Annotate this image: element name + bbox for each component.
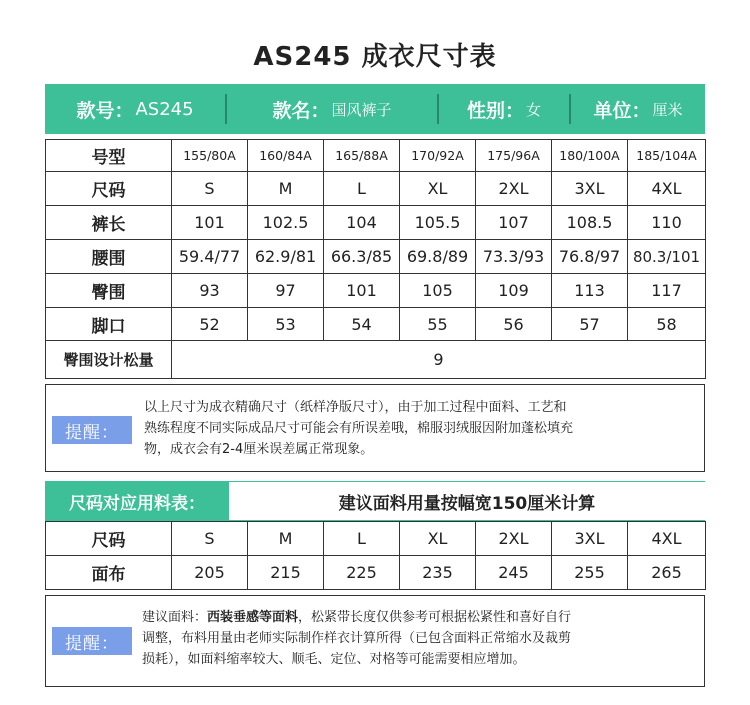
table-cell: 155/80A <box>172 140 248 172</box>
table-cell: 109 <box>476 274 552 308</box>
row-label-fabric: 面布 <box>46 556 172 590</box>
style-number-label: 款号： <box>76 99 134 122</box>
recommended-fabric: 西装垂感等面料 <box>207 610 299 625</box>
style-name-value: 国风裤子 <box>331 100 392 119</box>
table-cell: 102.5 <box>248 206 324 240</box>
table-row <box>46 522 706 556</box>
table-cell: 108.5 <box>552 206 628 240</box>
reminder-tag: 提醒： <box>52 416 132 444</box>
table-row <box>46 308 706 341</box>
reminder-line: 物，成衣会有2-4厘米误差属正常现象。 <box>144 442 374 457</box>
table-row <box>46 172 706 206</box>
material-note: 建议面料用量按幅宽150厘米计算 <box>229 481 705 521</box>
table-cell: 62.9/81 <box>248 240 324 274</box>
table-cell: M <box>248 172 324 206</box>
table-row <box>46 341 706 379</box>
table-cell: 170/92A <box>400 140 476 172</box>
row-label-size: 尺码 <box>46 522 172 556</box>
table-cell: 101 <box>324 274 400 308</box>
table-cell: 52 <box>172 308 248 341</box>
table-row <box>46 206 706 240</box>
row-label-hip-ease: 臀围设计松量 <box>46 341 172 379</box>
table-cell: 265 <box>628 556 706 590</box>
unit-label: 单位： <box>593 99 651 122</box>
table-cell: 3XL <box>552 522 628 556</box>
table-cell: M <box>248 522 324 556</box>
table-cell: 117 <box>628 274 706 308</box>
table-cell: 3XL <box>552 172 628 206</box>
table-cell: 55 <box>400 308 476 341</box>
table-cell: 54 <box>324 308 400 341</box>
table-row <box>46 140 706 172</box>
table-cell: 69.8/89 <box>400 240 476 274</box>
table-cell: 59.4/77 <box>172 240 248 274</box>
table-cell: S <box>172 172 248 206</box>
table-cell: 113 <box>552 274 628 308</box>
table-cell: 245 <box>476 556 552 590</box>
table-cell: 97 <box>248 274 324 308</box>
table-cell: 160/84A <box>248 140 324 172</box>
gender-value: 女 <box>526 100 542 119</box>
size-table <box>45 139 706 379</box>
reminder-text <box>142 607 700 670</box>
table-cell: 175/96A <box>476 140 552 172</box>
table-cell: 56 <box>476 308 552 341</box>
table-cell: 180/100A <box>552 140 628 172</box>
style-number-value: AS245 <box>135 98 194 120</box>
table-cell: S <box>172 522 248 556</box>
table-cell: 185/104A <box>628 140 706 172</box>
spec-header-bar <box>45 84 705 134</box>
reminder-suffix: ，松紧带长度仅供参考可根据松紧性和喜好自行 <box>298 610 572 625</box>
table-cell: 2XL <box>476 172 552 206</box>
table-cell: 104 <box>324 206 400 240</box>
page-title: AS245 成衣尺寸表 <box>253 42 497 72</box>
table-cell: 105 <box>400 274 476 308</box>
table-cell: L <box>324 522 400 556</box>
reminder-line: 以上尺寸为成衣精确尺寸（纸样净版尺寸），由于加工过程中面料、工艺和 <box>144 400 567 415</box>
table-cell: XL <box>400 522 476 556</box>
header-divider <box>437 94 439 124</box>
table-cell: 110 <box>628 206 706 240</box>
table-cell: 53 <box>248 308 324 341</box>
table-cell: 93 <box>172 274 248 308</box>
table-cell: 215 <box>248 556 324 590</box>
style-number <box>45 84 225 134</box>
table-row <box>46 556 706 590</box>
header-divider <box>569 94 571 124</box>
table-cell: 66.3/85 <box>324 240 400 274</box>
unit-value: 厘米 <box>652 100 683 119</box>
table-cell: 4XL <box>628 172 706 206</box>
table-row <box>46 240 706 274</box>
table-cell: 165/88A <box>324 140 400 172</box>
material-table-label: 尺码对应用料表： <box>45 481 229 521</box>
reminder-box-material <box>45 595 705 687</box>
table-cell: L <box>324 172 400 206</box>
reminder-prefix: 建议面料： <box>142 610 208 625</box>
table-cell: 107 <box>476 206 552 240</box>
style-name-label: 款名： <box>272 99 330 122</box>
row-label-waist: 腰围 <box>46 240 172 274</box>
row-label-hip: 臀围 <box>46 274 172 308</box>
reminder-tag: 提醒： <box>52 627 132 655</box>
table-cell: 205 <box>172 556 248 590</box>
reminder-line: 调整，布料用量由老师实际制作样衣计算所得（已包含面料正常缩水及裁剪 <box>142 631 572 646</box>
gender-label: 性别： <box>466 99 524 122</box>
table-cell: 73.3/93 <box>476 240 552 274</box>
row-label-pants-length: 裤长 <box>46 206 172 240</box>
row-label-size-type: 号型 <box>46 140 172 172</box>
unit <box>571 84 705 134</box>
table-cell: 225 <box>324 556 400 590</box>
table-cell: 105.5 <box>400 206 476 240</box>
table-cell: 76.8/97 <box>552 240 628 274</box>
row-label-leg-opening: 脚口 <box>46 308 172 341</box>
table-cell: XL <box>400 172 476 206</box>
reminder-line: 熟练程度不同实际成品尺寸可能会有所误差哦，棉服羽绒服因附加蓬松填充 <box>144 421 574 436</box>
table-cell: 255 <box>552 556 628 590</box>
table-cell: 2XL <box>476 522 552 556</box>
material-table <box>45 521 706 590</box>
reminder-box-size <box>45 384 705 472</box>
style-name <box>227 84 437 134</box>
table-row <box>46 274 706 308</box>
hip-ease-value: 9 <box>172 341 706 379</box>
table-cell: 235 <box>400 556 476 590</box>
gender <box>439 84 569 134</box>
header-divider <box>225 94 227 124</box>
reminder-line <box>142 607 700 628</box>
reminder-text <box>144 397 700 460</box>
table-cell: 80.3/101 <box>628 240 706 274</box>
table-cell: 101 <box>172 206 248 240</box>
reminder-line: 损耗），如面料缩率较大、顺毛、定位、对格等可能需要相应增加。 <box>142 652 526 667</box>
table-cell: 58 <box>628 308 706 341</box>
table-cell: 57 <box>552 308 628 341</box>
row-label-size: 尺码 <box>46 172 172 206</box>
table-cell: 4XL <box>628 522 706 556</box>
